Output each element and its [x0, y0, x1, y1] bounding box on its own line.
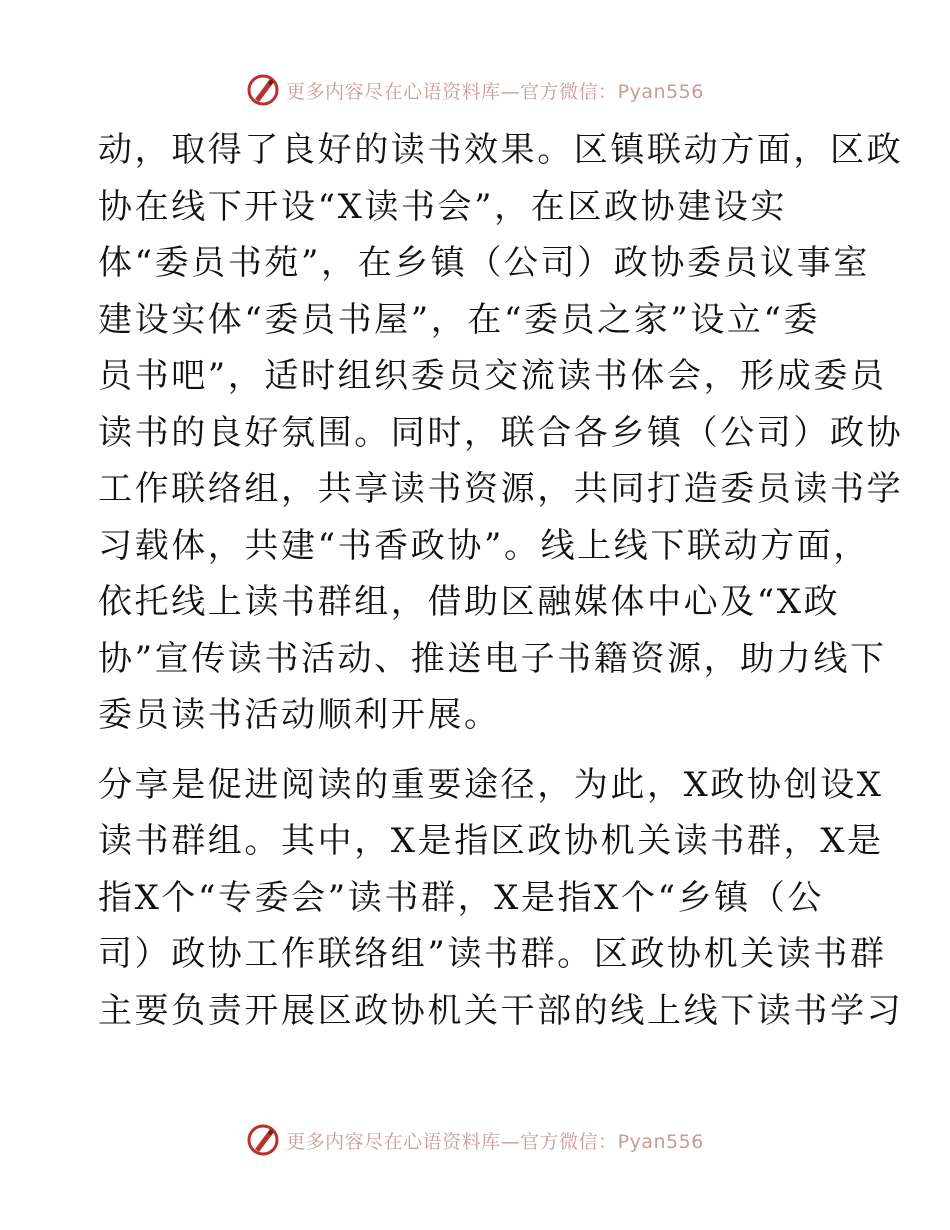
text-line: 工作联络组，共享读书资源，共同打造委员读书学	[98, 469, 904, 509]
header-watermark	[0, 70, 950, 110]
paragraph-2	[98, 757, 904, 1040]
text-line: 依托线上读书群组，借助区融媒体中心及“X政	[98, 582, 841, 622]
text-line: 指X个“专委会”读书群，X是指X个“乡镇（公	[98, 877, 824, 918]
text-line: 建设实体“委员书屋”，在“委员之家”设立“委	[98, 299, 821, 340]
text-line: 动，取得了良好的读书效果。区镇联动方面，区政	[98, 130, 904, 170]
text-line: 司）政协工作联络组”读书群。区政协机关读书群	[98, 934, 887, 974]
text-line: 委员读书活动顺利开展。	[98, 695, 501, 735]
text-line: 读书群组。其中，X是指区政协机关读书群，X是	[98, 821, 884, 861]
text-line: 员书吧”，适时组织委员交流读书体会，形成委员	[98, 356, 887, 396]
paragraph-1	[98, 122, 904, 744]
text-line: 主要负责开展区政协机关干部的线上线下读书学习	[98, 990, 904, 1031]
footer-watermark-text: 更多内容尽在心语资料库—官方微信：Pyan556	[286, 1130, 704, 1153]
text-line: 读书的良好氛围。同时，联合各乡镇（公司）政协	[98, 412, 904, 453]
text-line: 体“委员书苑”，在乡镇（公司）政协委员议事室	[98, 243, 870, 283]
text-line: 分享是促进阅读的重要途径，为此，X政协创设X	[98, 764, 884, 805]
text-line: 协”宣传读书活动、推送电子书籍资源，助力线下	[98, 638, 887, 679]
text-line: 习载体，共建“书香政协”。线上线下联动方面，	[98, 525, 870, 566]
text-line: 协在线下开设“X读书会”，在区政协建设实	[98, 186, 787, 227]
pen-circle-logo-icon	[246, 73, 280, 107]
document-body	[98, 122, 904, 1039]
header-watermark-text: 更多内容尽在心语资料库—官方微信：Pyan556	[286, 80, 704, 103]
footer-watermark	[0, 1120, 950, 1160]
pen-circle-logo-icon	[246, 1123, 280, 1157]
